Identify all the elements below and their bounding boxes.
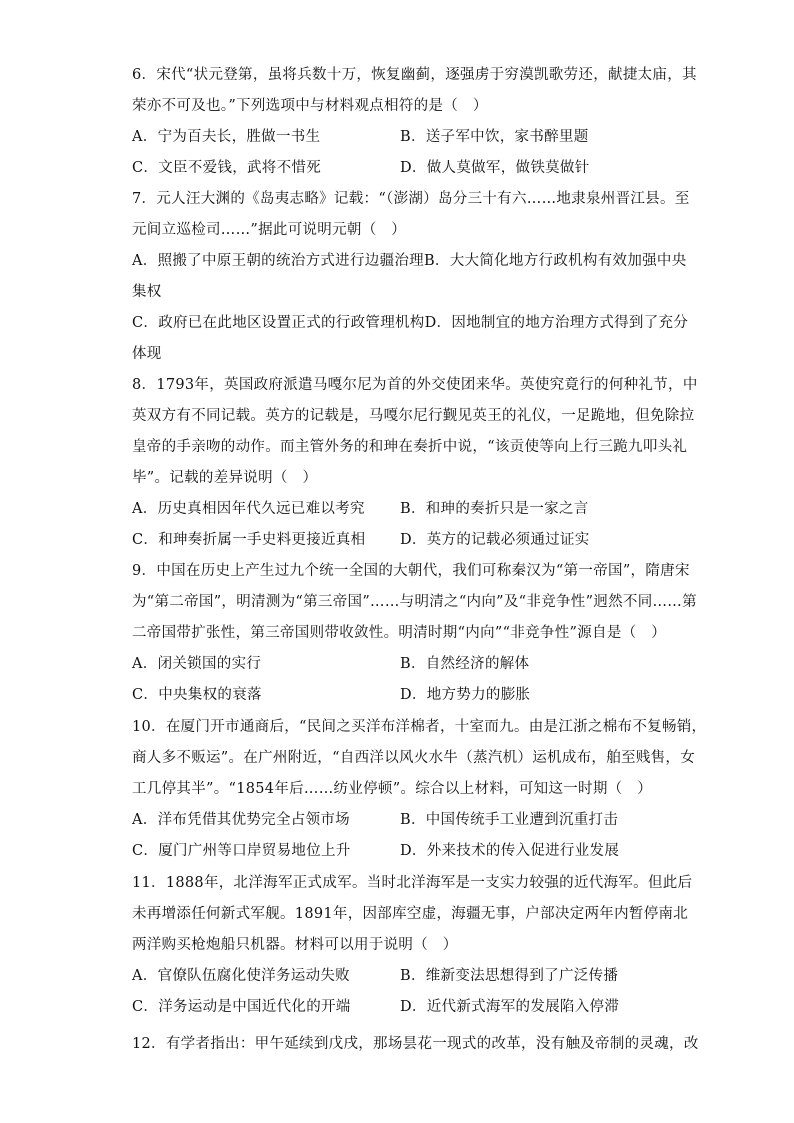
question-text: 未再增添任何新式军舰。1891年，因部库空虚，海疆无事，户部决定两年内暂停南北: [132, 906, 689, 922]
option-c-d: C．政府已在此地区设置正式的行政管理机构D．因地制宜的地方治理方式得到了充分: [132, 315, 689, 331]
option-b: B．维新变法思想得到了广泛传播: [400, 968, 619, 984]
option-row: [132, 836, 668, 867]
question-text: 10．在厦门开市通商后，“民间之买洋布洋棉者，十室而九。由是江浙之棉布不复畅销，: [132, 719, 707, 735]
question-10: [132, 712, 707, 867]
option-a: A．洋布凭借其优势完全占领市场: [132, 812, 350, 828]
question-text: 二帝国带扩张性，第三帝国则带收敛性。明清时期“内向”“非竞争性”源自是（ ）: [132, 625, 667, 641]
question-text: 为“第二帝国”，明清测为“第三帝国”……与明清之“内向”及“非竞争性”迥然不同……第: [132, 594, 697, 610]
question-text: 7．元人汪大渊的《岛夷志略》记载：“（澎湖）岛分三十有六……地隶泉州晋江县。至: [132, 191, 690, 207]
question-6: [132, 60, 697, 184]
option-c: C．中央集权的衰落: [132, 687, 262, 703]
question-12: [132, 1029, 699, 1060]
question-text: 两洋购买枪炮船只机器。材料可以用于说明（ ）: [132, 937, 458, 953]
option-b: B．自然经济的解体: [400, 656, 530, 672]
option-c: C．和珅奏折属一手史料更接近真相: [132, 532, 366, 548]
option-row: [132, 122, 668, 153]
question-text: 元间立巡检司……”据此可说明元朝（ ）: [132, 222, 407, 238]
question-text: 11．1888年，北洋海军正式成军。当时北洋海军是一支实力较强的近代海军。但此后: [132, 875, 693, 891]
option-row: [132, 153, 668, 184]
option-row: [132, 525, 668, 556]
option-b: B．送子军中饮，家书醉里题: [400, 129, 589, 145]
question-11: [132, 868, 693, 1023]
question-text: 毕”。记载的差异说明（ ）: [132, 470, 318, 486]
question-text: 6．宋代“状元登第，虽将兵数十万，恢复幽蓟，逐强虏于穷漠凯歌劳还，献捷太庙，其: [132, 67, 697, 83]
option-a: A．官僚队伍腐化使洋务运动失败: [132, 968, 350, 984]
option-row: [132, 680, 668, 711]
option-row: [132, 494, 668, 525]
question-text: 荣亦不可及也。”下列选项中与材料观点相符的是（ ）: [132, 98, 488, 114]
question-9: [132, 556, 697, 711]
question-text: 8．1793年，英国政府派遣马嘎尔尼为首的外交使团来华。英使究竟行的何种礼节，中: [132, 377, 698, 393]
question-text: 9．中国在历史上产生过九个统一全国的大朝代，我们可称秦汉为“第一帝国”，隋唐宋: [132, 563, 690, 579]
option-a: A．历史真相因年代久远已难以考究: [132, 501, 365, 517]
option-row: [132, 992, 668, 1023]
option-b: B．和珅的奏折只是一家之言: [400, 501, 589, 517]
question-text: 商人多不贩运”。在广州附近，“自西洋以风火水牛（蒸汽机）运机成布，舶至贱售，女: [132, 750, 696, 766]
option-c: C．厦门广州等口岸贸易地位上升: [132, 843, 351, 859]
option-a: A．宁为百夫长，胜做一书生: [132, 129, 321, 145]
option-row: [132, 649, 668, 680]
question-8: [132, 370, 698, 556]
question-text: 12．有学者指出：甲午延续到戊戌，那场昙花一现式的改革，没有触及帝制的灵魂，改: [132, 1036, 699, 1052]
option-continuation: 集权: [132, 284, 162, 300]
option-d: D．英方的记载必须通过证实: [400, 532, 590, 548]
option-b: B．中国传统手工业遭到沉重打击: [400, 812, 619, 828]
question-text: 工几停其半”。“1854年后……纺业停顿”。综合以上材料，可知这一时期（ ）: [132, 781, 653, 797]
option-a: A．闭关锁国的实行: [132, 656, 262, 672]
question-text: 皇帝的手亲吻的动作。而主管外务的和珅在奏折中说，“该贡使等向上行三跪九叩头礼: [132, 439, 688, 455]
option-d: D．做人莫做军，做铁莫做针: [400, 160, 590, 176]
option-continuation: 体现: [132, 346, 162, 362]
option-d: D．地方势力的膨胀: [400, 687, 531, 703]
option-a-b: A．照搬了中原王朝的统治方式进行边疆治理B．大大简化地方行政机构有效加强中央: [132, 253, 687, 269]
option-d: D．外来技术的传入促进行业发展: [400, 843, 620, 859]
question-7: [132, 184, 690, 370]
option-row: [132, 961, 668, 992]
option-row: [132, 805, 668, 836]
option-d: D．近代新式海军的发展陷入停滞: [400, 999, 620, 1015]
option-c: C．洋务运动是中国近代化的开端: [132, 999, 351, 1015]
option-c: C．文臣不爱钱，武将不惜死: [132, 160, 321, 176]
question-text: 英双方有不同记载。英方的记载是，马嘎尔尼行觐见英王的礼仪，一足跪地，但免除拉: [132, 408, 695, 424]
